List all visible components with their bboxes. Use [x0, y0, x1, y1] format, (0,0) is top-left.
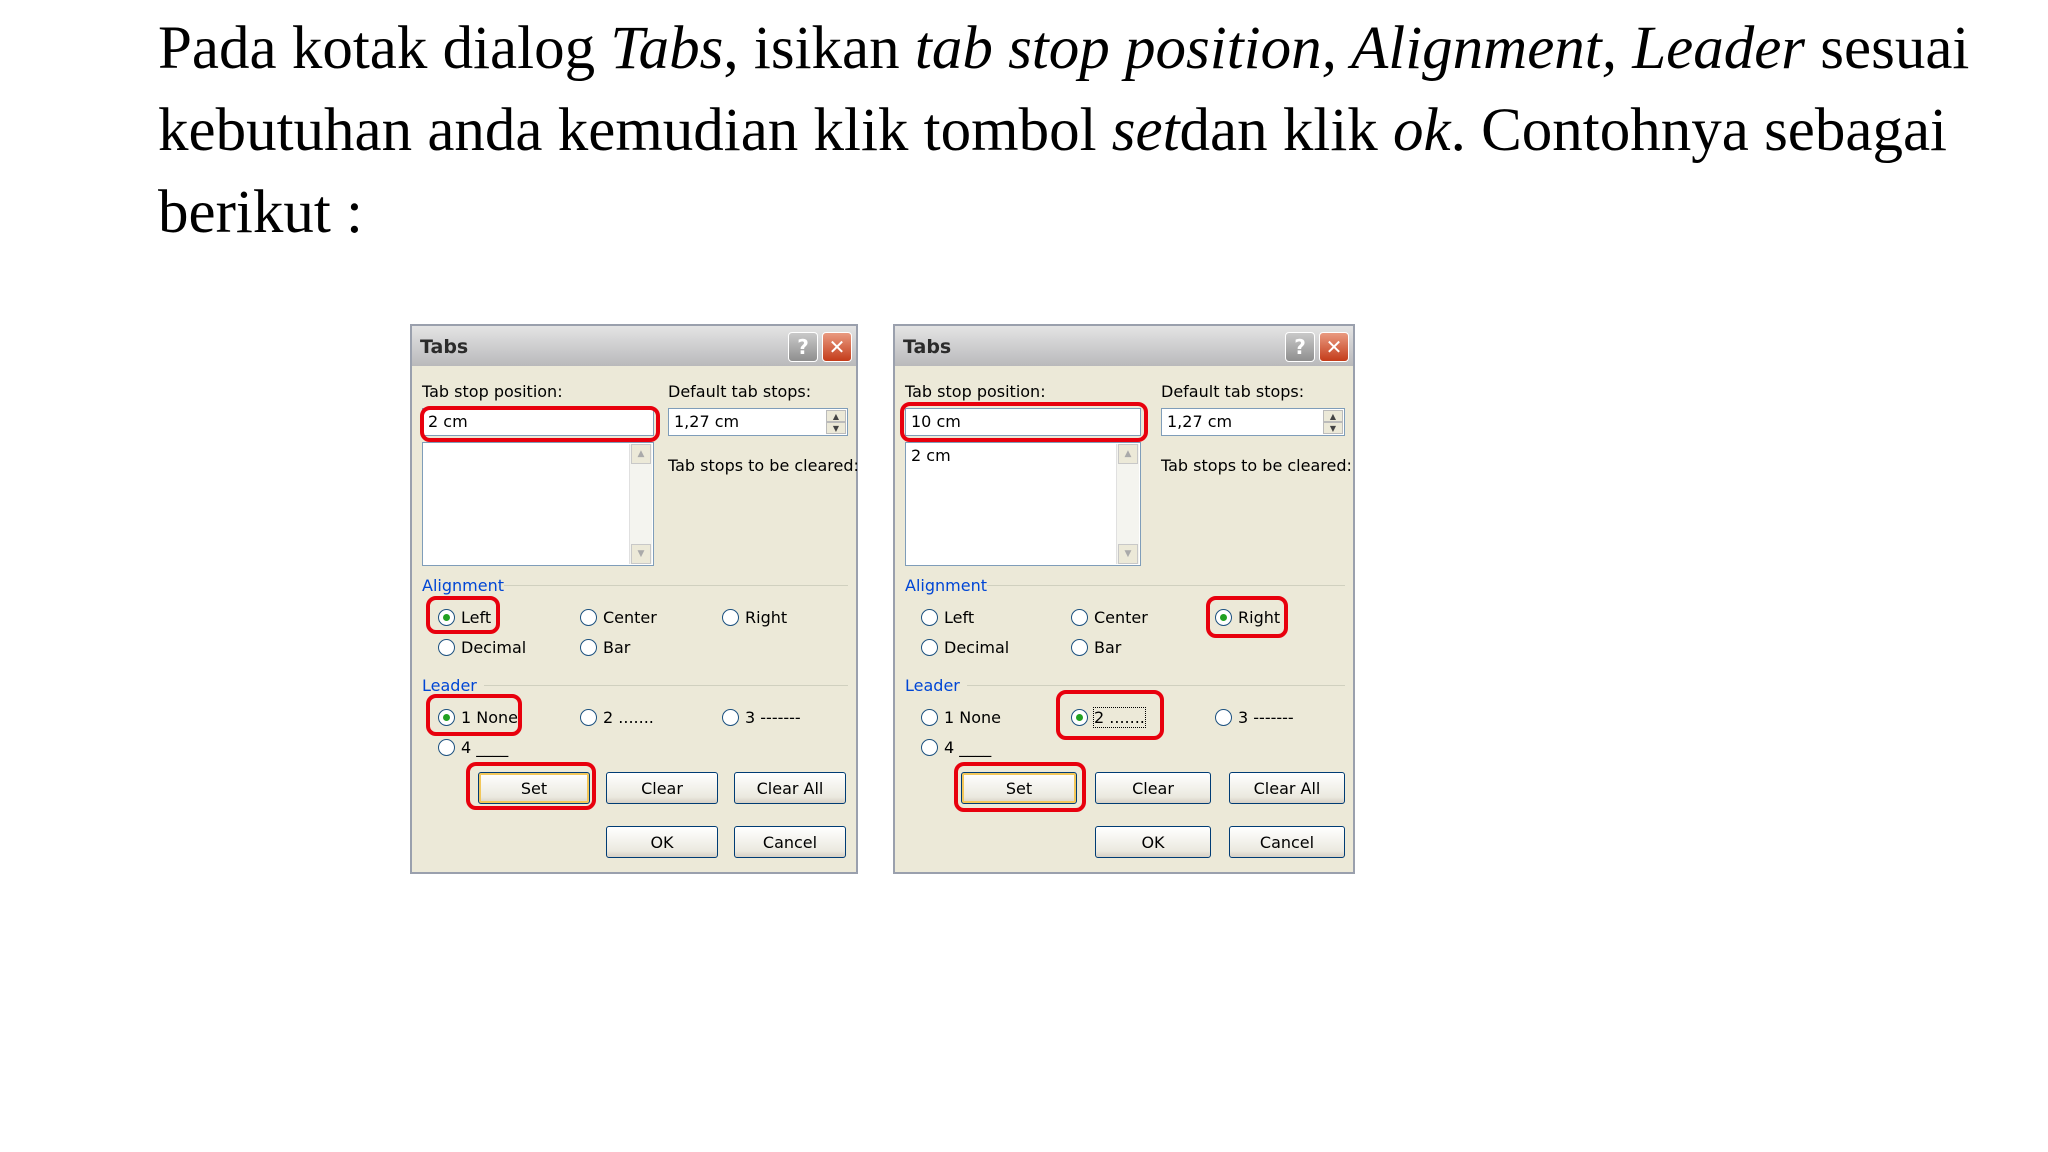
highlight-tab-stop	[900, 402, 1148, 442]
tab-stop-list[interactable]	[905, 442, 1141, 566]
tab-stop-input[interactable]: 10 cm	[905, 408, 1141, 436]
radio-icon	[921, 609, 938, 626]
spinner[interactable]	[1323, 410, 1343, 434]
align-decimal-radio[interactable]	[921, 638, 1009, 657]
clear-button[interactable]: Clear	[1095, 772, 1211, 804]
divider	[987, 585, 1345, 586]
default-tab-input[interactable]	[1161, 408, 1345, 436]
radio-label: 1 None	[944, 708, 1002, 727]
title-bar[interactable]	[412, 326, 856, 366]
tab-stop-list[interactable]	[422, 442, 654, 566]
radio-label: 4 ____	[461, 738, 509, 757]
radio-icon	[722, 609, 739, 626]
text-run: . Contohnya sebagai	[1450, 97, 1947, 164]
radio-label: 2 .......	[1094, 708, 1145, 727]
radio-label: Right	[745, 608, 788, 627]
text-run: berikut :	[158, 179, 363, 246]
spinner[interactable]	[826, 410, 846, 434]
leader-3-radio[interactable]	[1215, 708, 1294, 727]
cancel-button[interactable]: Cancel	[1229, 826, 1345, 858]
ok-button[interactable]: OK	[1095, 826, 1211, 858]
leader-4-radio[interactable]	[921, 738, 991, 757]
close-icon: ✕	[828, 335, 846, 359]
radio-icon	[580, 609, 597, 626]
highlight-leader-none	[426, 694, 522, 736]
align-center-radio[interactable]	[580, 608, 657, 627]
text-run-italic: set	[1111, 97, 1180, 164]
leader-1-radio[interactable]	[921, 708, 1001, 727]
spin-down-icon[interactable]: ▼	[1323, 422, 1343, 434]
default-tab-label: Default tab stops:	[1161, 382, 1305, 401]
radio-icon	[1071, 609, 1088, 626]
highlight-set	[954, 762, 1086, 812]
radio-label: Center	[603, 608, 657, 627]
radio-icon	[921, 709, 938, 726]
set-button[interactable]: Set	[478, 772, 590, 804]
align-decimal-radio[interactable]	[438, 638, 526, 657]
leader-4-radio[interactable]	[438, 738, 508, 757]
radio-icon	[1215, 709, 1232, 726]
align-left-radio[interactable]	[921, 608, 974, 627]
scroll-up-icon[interactable]: ▲	[1118, 444, 1138, 464]
highlight-set	[466, 762, 596, 810]
align-bar-radio[interactable]	[580, 638, 630, 657]
default-tab-label: Default tab stops:	[668, 382, 812, 401]
tab-stop-label: Tab stop position:	[422, 382, 563, 401]
text-run: Pada kotak dialog	[158, 15, 611, 82]
text-run-italic: Tabs	[610, 15, 724, 82]
scroll-up-icon[interactable]: ▲	[631, 444, 651, 464]
leader-2-radio[interactable]	[580, 708, 654, 727]
radio-label: 4 ____	[944, 738, 992, 757]
text-run: , isikan	[723, 15, 915, 82]
text-run: dan klik	[1179, 97, 1394, 164]
scroll-down-icon[interactable]: ▼	[1118, 544, 1138, 564]
tab-stop-input[interactable]: 2 cm	[422, 408, 654, 436]
align-center-radio[interactable]	[1071, 608, 1148, 627]
divider	[504, 585, 848, 586]
close-button[interactable]	[1319, 332, 1349, 362]
radio-icon	[722, 709, 739, 726]
instruction-text	[158, 8, 2018, 254]
radio-icon	[438, 739, 455, 756]
spin-down-icon[interactable]: ▼	[826, 422, 846, 434]
leader-label: Leader	[422, 676, 477, 695]
divider	[484, 685, 848, 686]
cancel-button[interactable]: Cancel	[734, 826, 846, 858]
help-button[interactable]	[1285, 332, 1315, 362]
title-bar[interactable]	[895, 326, 1353, 366]
radio-label: Left	[461, 608, 492, 627]
radio-label: Decimal	[944, 638, 1010, 657]
radio-icon	[580, 639, 597, 656]
set-button[interactable]: Set	[961, 772, 1077, 804]
help-icon: ?	[1294, 335, 1306, 359]
highlight-align-right	[1206, 596, 1288, 638]
clear-all-button[interactable]: Clear All	[734, 772, 846, 804]
highlight-align-left	[426, 596, 500, 634]
radio-label: Bar	[603, 638, 631, 657]
radio-icon	[1071, 639, 1088, 656]
align-right-radio[interactable]	[722, 608, 787, 627]
scroll-down-icon[interactable]: ▼	[631, 544, 651, 564]
radio-label: 1 None	[461, 708, 519, 727]
clear-button[interactable]: Clear	[606, 772, 718, 804]
align-bar-radio[interactable]	[1071, 638, 1121, 657]
alignment-label: Alignment	[905, 576, 987, 595]
radio-label: Center	[1094, 608, 1148, 627]
divider	[967, 685, 1345, 686]
highlight-leader-dots	[1056, 690, 1164, 740]
help-icon: ?	[797, 335, 809, 359]
highlight-tab-stop	[420, 406, 660, 442]
cleared-label: Tab stops to be cleared:	[1161, 456, 1352, 475]
list-scrollbar[interactable]	[1116, 444, 1139, 564]
radio-icon	[438, 639, 455, 656]
radio-label: 3 -------	[745, 708, 801, 727]
cleared-label: Tab stops to be cleared:	[668, 456, 859, 475]
text-run: sesuai	[1805, 15, 1970, 82]
close-icon: ✕	[1325, 335, 1343, 359]
alignment-label: Alignment	[422, 576, 504, 595]
text-run-italic: ok	[1393, 97, 1451, 164]
default-tab-value: 1,27 cm	[1167, 412, 1233, 431]
leader-label: Leader	[905, 676, 960, 695]
text-run: kebutuhan anda kemudian klik tombol	[158, 97, 1112, 164]
close-button[interactable]	[822, 332, 852, 362]
radio-icon	[921, 639, 938, 656]
radio-label: Left	[944, 608, 975, 627]
radio-label: Bar	[1094, 638, 1122, 657]
dialog-title: Tabs	[420, 336, 469, 358]
spin-up-icon[interactable]: ▲	[1323, 410, 1343, 422]
radio-label: 2 .......	[603, 708, 654, 727]
radio-icon	[580, 709, 597, 726]
radio-icon	[921, 739, 938, 756]
radio-label: 3 -------	[1238, 708, 1294, 727]
radio-label: Decimal	[461, 638, 527, 657]
tab-stop-label: Tab stop position:	[905, 382, 1046, 401]
clear-all-button[interactable]: Clear All	[1229, 772, 1345, 804]
default-tab-input[interactable]	[668, 408, 848, 436]
help-button[interactable]	[788, 332, 818, 362]
list-scrollbar[interactable]	[629, 444, 652, 564]
spin-up-icon[interactable]: ▲	[826, 410, 846, 422]
ok-button[interactable]: OK	[606, 826, 718, 858]
text-run-italic: tab stop position, Alignment, Leader	[914, 15, 1806, 82]
list-item[interactable]: 2 cm	[911, 446, 951, 465]
dialog-title: Tabs	[903, 336, 952, 358]
default-tab-value: 1,27 cm	[674, 412, 740, 431]
radio-label: Right	[1238, 608, 1281, 627]
leader-3-radio[interactable]	[722, 708, 801, 727]
